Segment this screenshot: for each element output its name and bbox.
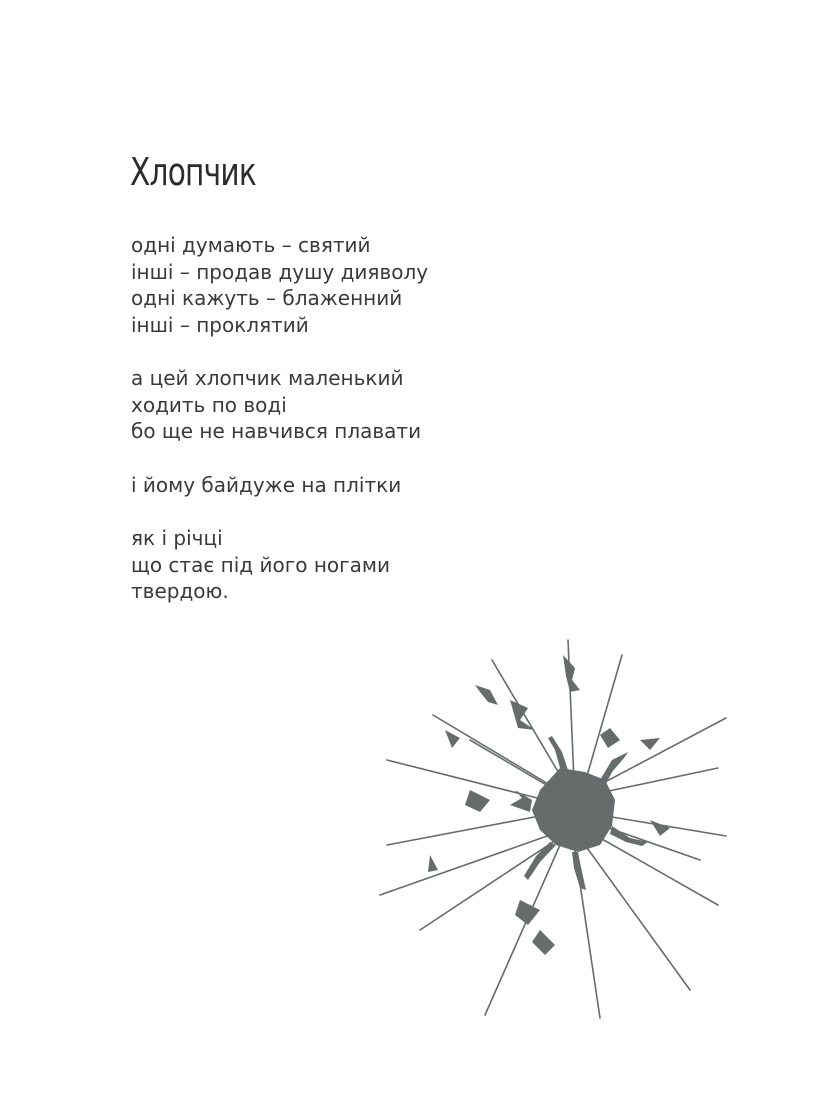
poem-body xyxy=(131,232,428,632)
poem-line: інші – продав душу дияволу xyxy=(131,259,429,284)
stanza xyxy=(131,365,428,445)
poem-line: одні кажуть – блаженний xyxy=(131,286,403,310)
glass-shards xyxy=(428,655,670,955)
poem-line: як і річці xyxy=(131,526,223,550)
poem-line: а цей хлопчик маленький xyxy=(131,366,404,390)
poem-line: інші – проклятий xyxy=(131,312,309,337)
poem-title: Хлопчик xyxy=(130,150,256,194)
stanza xyxy=(131,472,428,499)
poem-line: що стає під його ногами xyxy=(131,552,390,577)
poem-line: твердою. xyxy=(131,579,229,603)
stanza xyxy=(131,525,428,605)
stanza xyxy=(131,232,428,338)
poem-line: бо ще не навчився плавати xyxy=(131,419,422,443)
shattered-glass-illustration xyxy=(375,635,735,1025)
poem-line: ходить по воді xyxy=(131,392,287,417)
poem-line: одні думають – святий xyxy=(131,233,371,257)
poem-line: і йому байдуже на плітки xyxy=(131,472,402,497)
